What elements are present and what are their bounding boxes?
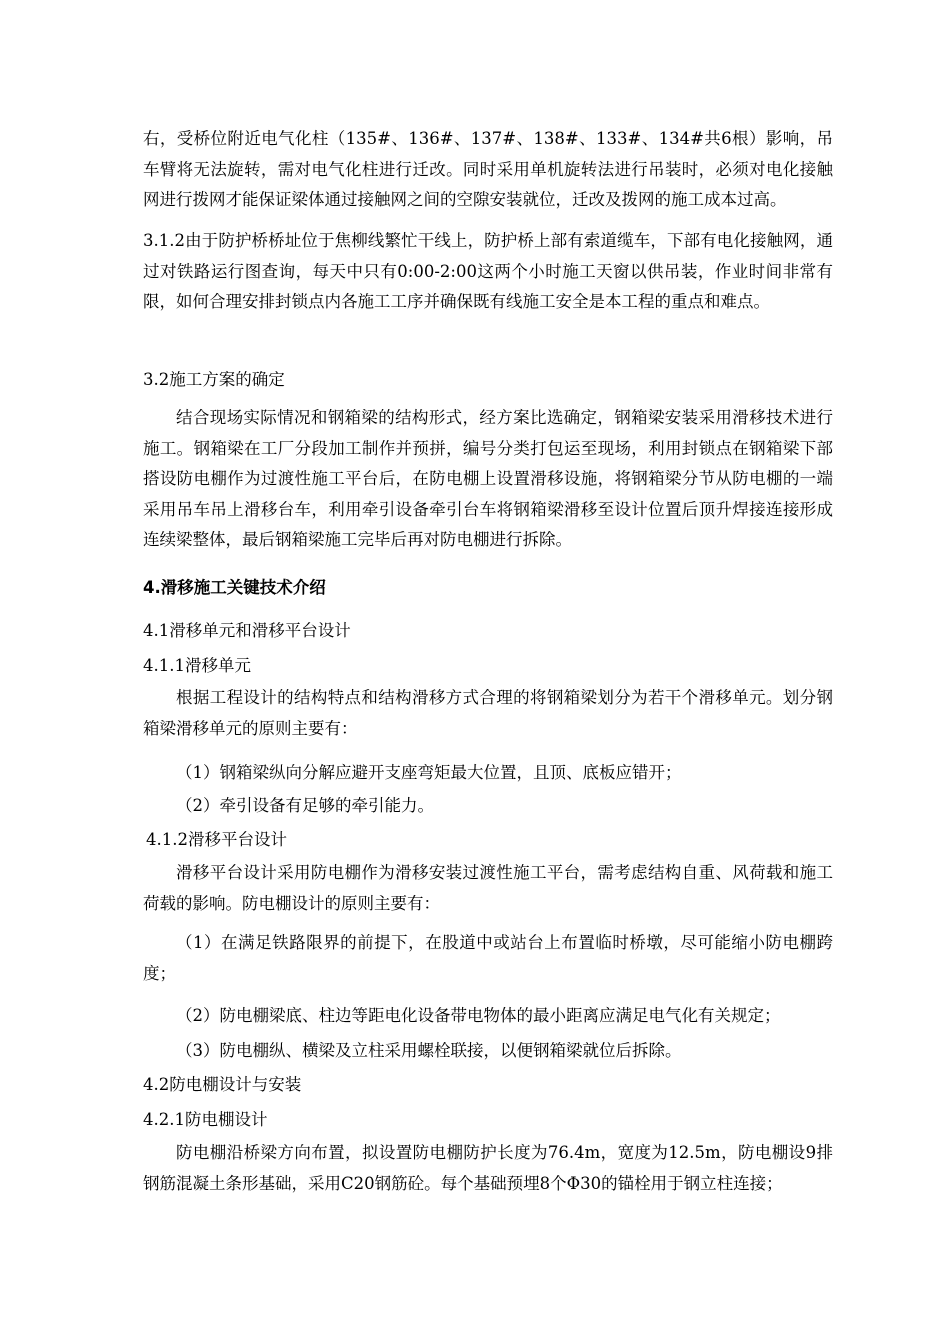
- heading-3-2: 3.2施工方案的确定: [143, 370, 285, 389]
- paragraph-sliding-units: 根据工程设计的结构特点和结构滑移方式合理的将钢箱梁划分为若干个滑移单元。划分钢箱梁滑移单元的原则主要有：: [143, 688, 833, 738]
- heading-4-1-1: 4.1.1滑移单元: [143, 656, 251, 675]
- heading-4: 4.滑移施工关键技术介绍: [143, 578, 326, 597]
- list-item-4-1-2-1: （1）在满足铁路限界的前提下，在股道中或站台上布置临时桥墩，尽可能缩小防电棚跨度；: [143, 933, 833, 983]
- paragraph-3-1-2: 3.1.2由于防护桥桥址位于焦柳线繁忙干线上，防护桥上部有索道缆车，下部有电化接触网，通过对铁路运行图查询，每天中只有0:00-2:00这两个小时施工天窗以供吊装，作业时间非常有限，如何合理安排封锁点内各施工工序并确保既有线施工安全是本工程的重点和难点。: [143, 231, 833, 311]
- list-item-4-1-2-2: （2）防电棚梁底、柱边等距电化设备带电物体的最小距离应满足电气化有关规定；: [176, 1006, 781, 1025]
- heading-4-2-1: 4.2.1防电棚设计: [143, 1110, 268, 1129]
- paragraph-sliding-platform: 滑移平台设计采用防电棚作为滑移安装过渡性施工平台，需考虑结构自重、风荷载和施工荷载的影响。防电棚设计的原则主要有：: [143, 863, 833, 913]
- paragraph-construction-plan: 结合现场实际情况和钢箱梁的结构形式，经方案比选确定，钢箱梁安装采用滑移技术进行施工。钢箱梁在工厂分段加工制作并预拼，编号分类打包运至现场，利用封锁点在钢箱梁下部搭设防电棚作为过渡性施工平台后，在防电棚上设置滑移设施，将钢箱梁分节从防电棚的一端采用吊车吊上滑移台车，利用牵引设备牵引台车将钢箱梁滑移至设计位置后顶升焊接连接形成连续梁整体，最后钢箱梁施工完毕后再对防电棚进行拆除。: [143, 408, 833, 549]
- heading-4-2: 4.2防电棚设计与安装: [143, 1075, 302, 1094]
- heading-4-1-2: 4.1.2滑移平台设计: [146, 830, 287, 849]
- paragraph-shed-design: 防电棚沿桥梁方向布置，拟设置防电棚防护长度为76.4m，宽度为12.5m，防电棚设9排钢筋混凝土条形基础，采用C20钢筋砼。每个基础预埋8个Φ30的锚栓用于钢立柱连接；: [143, 1143, 833, 1193]
- heading-4-1: 4.1滑移单元和滑移平台设计: [143, 621, 351, 640]
- paragraph-electric-pole-relocation: 右，受桥位附近电气化柱（135#、136#、137#、138#、133#、134#共6根）影响，吊车臂将无法旋转，需对电气化柱进行迁改。同时采用单机旋转法进行吊装时，必须对电化接触网进行拨网才能保证梁体通过接触网之间的空隙安装就位，迁改及拨网的施工成本过高。: [143, 129, 833, 209]
- list-item-4-1-1-2: （2）牵引设备有足够的牵引能力。: [176, 796, 434, 815]
- list-item-4-1-2-3: （3）防电棚纵、横梁及立柱采用螺栓联接，以便钢箱梁就位后拆除。: [176, 1041, 682, 1060]
- list-item-4-1-1-1: （1）钢箱梁纵向分解应避开支座弯矩最大位置，且顶、底板应错开；: [176, 763, 682, 782]
